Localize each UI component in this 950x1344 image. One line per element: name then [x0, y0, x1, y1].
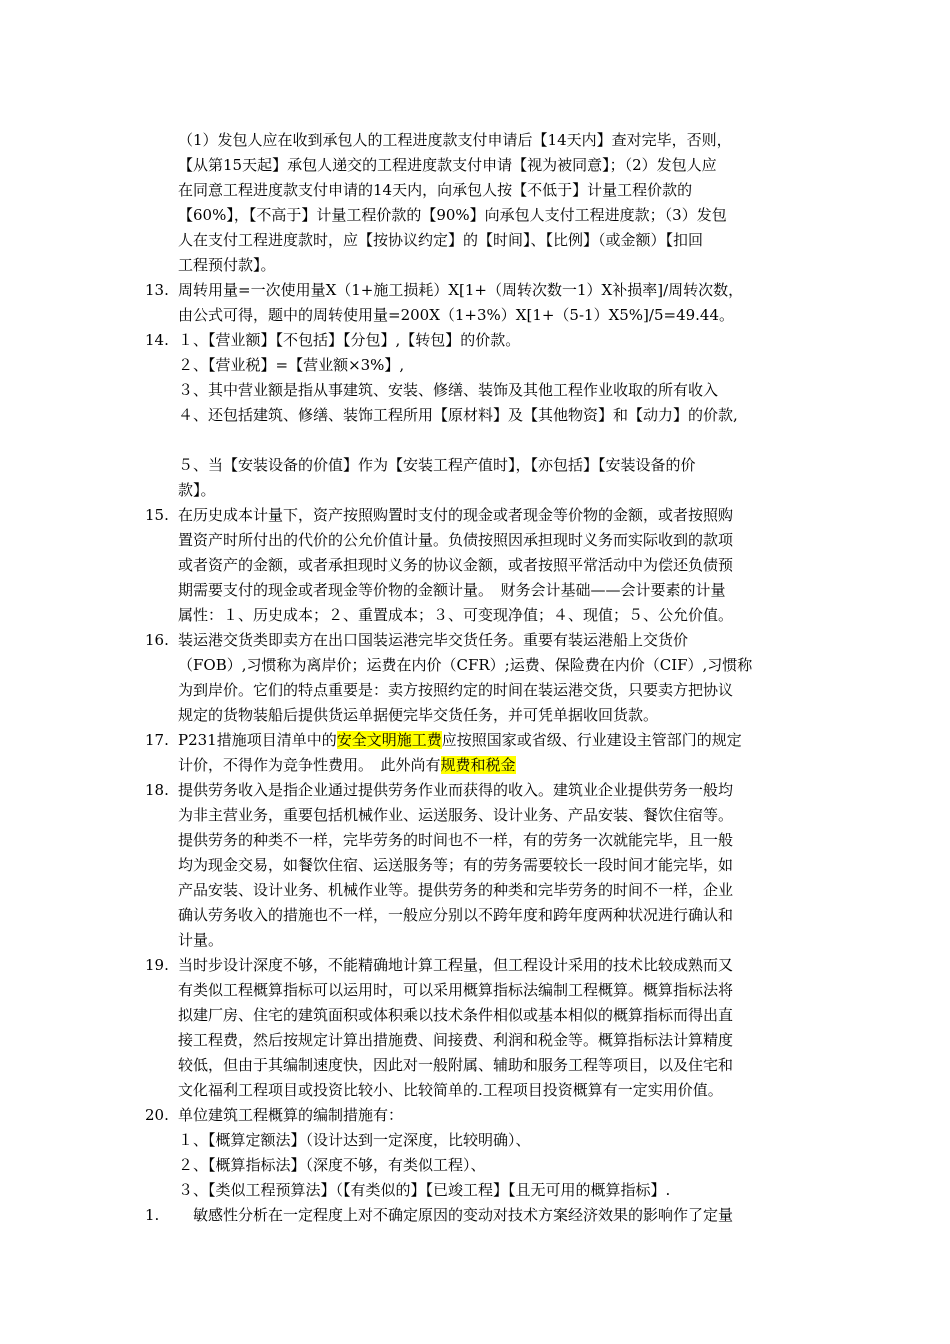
item15-line-5: 属性：１、历史成本；２、重置成本；３、可变现净值；４、现值；５、公允价值。	[178, 606, 734, 624]
item16-line-3: 为到岸价。它们的特点重要是：卖方按照约定的时间在装运港交货，只要卖方把协议	[178, 681, 734, 699]
item19-line-2: 有类似工程概算指标可以运用时，可以采用概算指标法编制工程概算。概算指标法将	[178, 981, 734, 999]
item16-line-1: 装运港交货类即卖方在出口国装运港完毕交货任务。重要有装运港船上交货价	[178, 631, 689, 649]
item18-line-1: 提供劳务收入是指企业通过提供劳务作业而获得的收入。建筑业企业提供劳务一般均	[178, 781, 734, 799]
item18-line-2: 为非主营业务，重要包括机械作业、运送服务、设计业务、产品安装、餐饮住宿等。	[178, 806, 734, 824]
item15-line-4: 期需要支付的现金或者现金等价物的金额计量。 财务会计基础——会计要素的计量	[178, 581, 726, 599]
item18-line-3: 提供劳务的种类不一样，完毕劳务的时间也不一样，有的劳务一次就能完毕，且一般	[178, 831, 734, 849]
item17-line-2	[178, 753, 516, 778]
item16-number: 16.	[145, 631, 169, 649]
item17-highlight-fees-taxes: 规费和税金	[440, 756, 516, 774]
item12-line-6: 工程预付款】。	[178, 256, 276, 274]
item20-line-1: 单位建筑工程概算的编制措施有：	[178, 1106, 404, 1124]
item14-line-1: １、【营业额】【不包括】【分包】,【转包】的价款。	[178, 331, 521, 349]
item19-line-1: 当时步设计深度不够，不能精确地计算工程量，但工程设计采用的技术比较成熟而又	[178, 956, 734, 974]
item15-line-2: 置资产时所付出的代价的公允价值计量。负债按照因承担现时义务而实际收到的款项	[178, 531, 734, 549]
item14-line-3: ３、其中营业额是指从事建筑、安装、修缮、装饰及其他工程作业收取的所有收入	[178, 381, 719, 399]
item1-number: 1.	[145, 1206, 160, 1224]
item1-line-1: 敏感性分析在一定程度上对不确定原因的变动对技术方案经济效果的影响作了定量	[193, 1206, 734, 1224]
item15-line-3: 或者资产的金额，或者承担现时义务的协议金额，或者按照平常活动中为偿还负债预	[178, 556, 734, 574]
item12-line-5: 人在支付工程进度款时，应【按协议约定】的【时间】、【比例】（或金额）【扣回	[178, 231, 704, 249]
item16-line-4: 规定的货物装船后提供货运单据便完毕交货任务，并可凭单据收回货款。	[178, 706, 659, 724]
item14-number: 14.	[145, 331, 169, 349]
item14-line-4: ４、还包括建筑、修缮、装饰工程所用【原材料】及【其他物资】和【动力】的价款,	[178, 406, 738, 424]
item20-line-3: ２、【概算指标法】（深度不够，有类似工程）、	[178, 1156, 486, 1174]
item17-line-1-post: 应按照国家或省级、行业建设主管部门的规定	[441, 731, 742, 749]
item20-line-4: ３、【类似工程预算法】（【有类似的】【已竣工程】【且无可用的概算指标】.	[178, 1181, 671, 1199]
item19-line-5: 较低，但由于其编制速度快，因此对一般附属、辅助和服务工程等项目，以及住宅和	[178, 1056, 734, 1074]
item13-line-2: 由公式可得，题中的周转使用量=200X（1+3%）X[1+（5-1）X5%]/5=49.44。	[178, 306, 735, 324]
item19-line-4: 接工程费，然后按规定计算出措施费、间接费、利润和税金等。概算指标法计算精度	[178, 1031, 734, 1049]
item20-line-2: １、【概算定额法】（设计达到一定深度，比较明确）、	[178, 1131, 531, 1149]
item18-line-6: 确认劳务收入的措施也不一样，一般应分别以不跨年度和跨年度两种状况进行确认和	[178, 906, 734, 924]
item19-line-6: 文化福利工程项目或投资比较小、比较简单的.工程项目投资概算有一定实用价值。	[178, 1081, 723, 1099]
item15-number: 15.	[145, 506, 169, 524]
item14-line-2: ２、【营业税】=【营业额×3%】,	[178, 356, 405, 374]
item18-number: 18.	[145, 781, 169, 799]
item18-line-7: 计量。	[178, 931, 224, 949]
item19-number: 19.	[145, 956, 169, 974]
item12-line-2: 【从第15天起】承包人递交的工程进度款支付申请【视为被同意】；（2）发包人应	[178, 156, 717, 174]
item14-line-6: 款】。	[178, 481, 216, 499]
item17-number: 17.	[145, 731, 169, 749]
item14-line-5: ５、当【安装设备的价值】作为【安装工程产值时】，【亦包括】【安装设备的价	[178, 456, 696, 474]
item12-line-4: 【60%】，【不高于】计量工程价款的【90%】向承包人支付工程进度款；（3）发包	[178, 206, 727, 224]
item13-line-1: 周转用量=一次使用量X（1+施工损耗）X[1+（周转次数一1）X补损率]/周转次数，	[178, 281, 744, 299]
item15-line-1: 在历史成本计量下，资产按照购置时支付的现金或者现金等价物的金额，或者按照购	[178, 506, 734, 524]
item12-line-3: 在同意工程进度款支付申请的14天内，向承包人按【不低于】计量工程价款的	[178, 181, 693, 199]
item17-line-1-pre: P231措施项目清单中的	[178, 731, 337, 749]
item19-line-3: 拟建厂房、住宅的建筑面积或体积乘以技术条件相似或基本相似的概算指标而得出直	[178, 1006, 734, 1024]
item12-line-1: （1）发包人应在收到承包人的工程进度款支付申请后【14天内】查对完毕，否则，	[178, 131, 732, 149]
item13-number: 13.	[145, 281, 169, 299]
item18-line-5: 产品安装、设计业务、机械作业等。提供劳务的种类和完毕劳务的时间不一样，企业	[178, 881, 734, 899]
item18-line-4: 均为现金交易，如餐饮住宿、运送服务等；有的劳务需要较长一段时间才能完毕，如	[178, 856, 734, 874]
item17-line-1	[178, 728, 742, 753]
item17-line-2-pre: 计价，不得作为竞争性费用。 此外尚有	[178, 756, 441, 774]
item20-number: 20.	[145, 1106, 169, 1124]
item16-line-2: （FOB）,习惯称为离岸价；运费在内价（CFR）;运费、保险费在内价（CIF）,习惯称	[178, 656, 753, 674]
item17-highlight-safety-fee: 安全文明施工费	[336, 731, 442, 749]
